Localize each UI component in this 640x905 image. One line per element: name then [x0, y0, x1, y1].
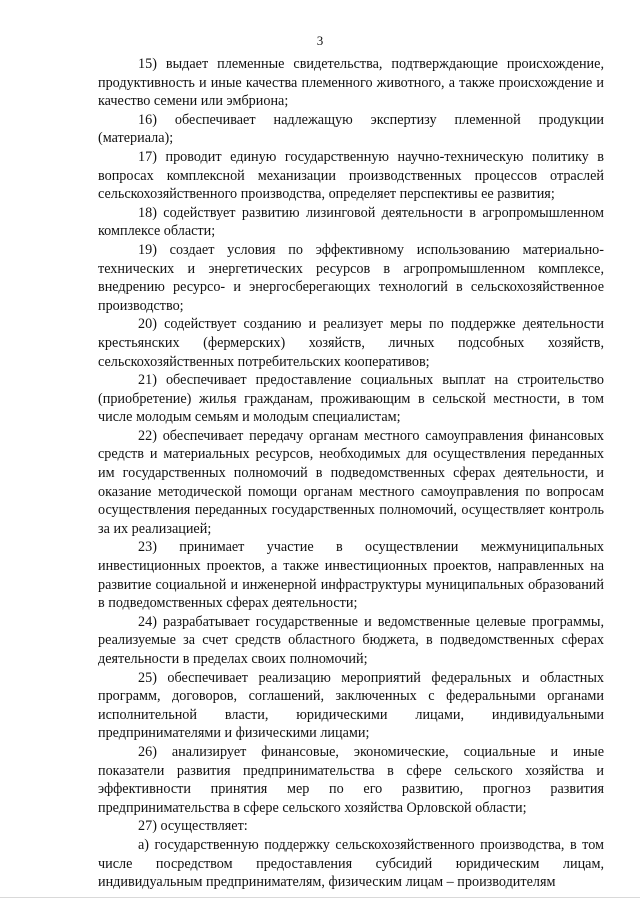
document-body: [98, 55, 604, 892]
paragraph-15: 15) выдает племенные свидетельства, подтверждающие происхождение, продуктивность и иные качества племенного животного, а также происхождение и качество семени или эмбриона;: [98, 56, 604, 110]
page-number: 3: [316, 33, 324, 48]
paragraph-24: 24) разрабатывает государственные и ведомственные целевые программы, реализуемые за счет средств областного бюджета, в подведомственных сферах деятельности в пределах своих полномочий;: [98, 613, 604, 667]
paragraph-27: 27) осуществляет:: [138, 818, 248, 835]
paragraph-27a: а) государственную поддержку сельскохозяйственного производства, в том числе посредством предоставления субсидий юридическим лицам, индивидуальным предпринимателям, физическим лицам – производителям: [98, 836, 604, 891]
paragraph-22: 22) обеспечивает передачу органам местного самоуправления финансовых средств и материальных ресурсов, необходимых для осуществления переданных им государственных полномочий в подведомственных сферах деятельности, и оказание методической помощи органам местного самоуправления по вопросам осуществления переданных государственных полномочий, осуществляет контроль за их реализацией;: [98, 427, 604, 537]
paragraph-18: 18) содействует развитию лизинговой деятельности в агропромышленном комплексе области;: [98, 204, 604, 240]
paragraph-23: 23) принимает участие в осуществлении межмуниципальных инвестиционных проектов, а также инвестиционных проектов, направленных на развитие социальной и инженерной инфраструктуры муниципальных образований в подведомственных сферах деятельности;: [98, 539, 604, 612]
paragraph-19: 19) создает условия по эффективному использованию материально-технических и энергетических ресурсов в агропромышленном комплексе, внедрению ресурсо- и энергосберегающих технологий в сельскохозяйственное производство;: [98, 241, 604, 314]
paragraph-20: 20) содействует созданию и реализует меры по поддержке деятельности крестьянских (фермерских) хозяйств, личных подсобных хозяйств, сельскохозяйственных потребительских кооперативов;: [98, 316, 604, 370]
paragraph-26: 26) анализирует финансовые, экономические, социальные и иные показатели развития предпринимательства в сфере сельского хозяйства и эффективности принятия мер по его развитию, прогноз развития предпринимательства в сфере сельского хозяйства Орловской области;: [98, 743, 604, 816]
paragraph-16: 16) обеспечивает надлежащую экспертизу племенной продукции (материала);: [98, 111, 604, 147]
paragraph-25: 25) обеспечивает реализацию мероприятий федеральных и областных программ, договоров, соглашений, заключенных с федеральными органами исполнительной власти, юридическими лицами, индивидуальными предпринимателями и физическими лицами;: [98, 669, 604, 742]
paragraph-21: 21) обеспечивает предоставление социальных выплат на строительство (приобретение) жилья гражданам, проживающим в сельской местности, в том числе молодым семьям и молодым специалистам;: [98, 372, 604, 426]
paragraph-17: 17) проводит единую государственную научно-техническую политику в вопросах комплексной механизации производственных процессов отраслей сельскохозяйственного производства, определяет перспективы ее развития;: [98, 148, 604, 203]
page-edge-divider: [0, 897, 640, 898]
